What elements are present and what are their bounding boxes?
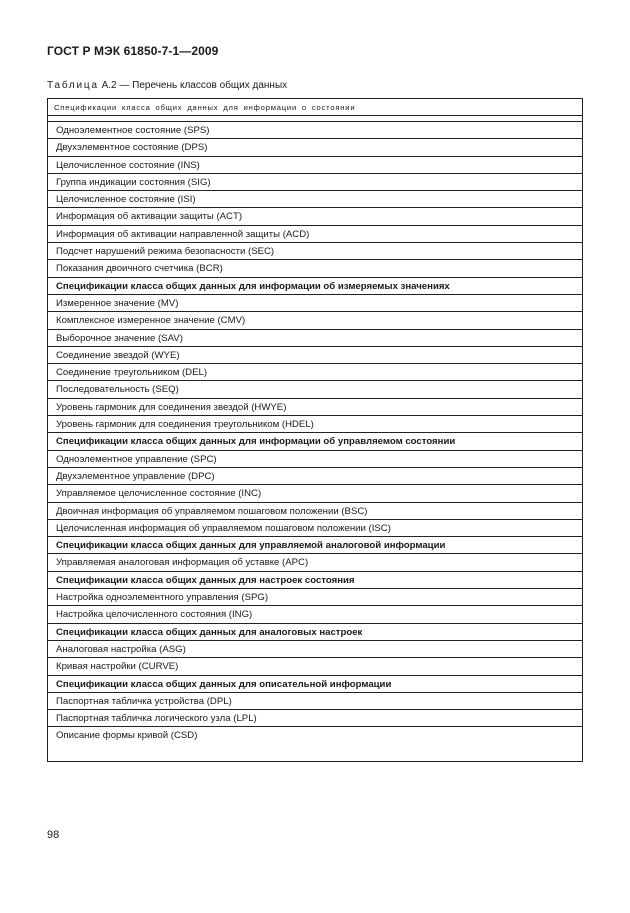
table-section-row: Спецификации класса общих данных для аналоговых настроек [48, 624, 582, 641]
table-footer-space [48, 745, 582, 761]
table-row: Двухэлементное управление (DPC) [48, 468, 582, 485]
page-number: 98 [47, 829, 60, 841]
table-row: Целочисленная информация об управляемом пошаговом положении (ISC) [48, 520, 582, 537]
table-section-row: Спецификации класса общих данных для настроек состояния [48, 572, 582, 589]
table-row: Настройка одноэлементного управления (SPG) [48, 589, 582, 606]
table-row: Информация об активации направленной защиты (ACD) [48, 226, 582, 243]
table-header-cell: Спецификации класса общих данных для информации о состоянии [48, 99, 582, 116]
table-caption-label: Таблица [47, 80, 99, 91]
table-row: Одноэлементное управление (SPC) [48, 451, 582, 468]
table-row: Измеренное значение (MV) [48, 295, 582, 312]
table-caption [47, 80, 287, 91]
table-row: Двухэлементное состояние (DPS) [48, 139, 582, 156]
table-row: Целочисленное состояние (INS) [48, 157, 582, 174]
table-caption-text: А.2 — Перечень классов общих данных [98, 80, 288, 91]
table-row: Соединение звездой (WYE) [48, 347, 582, 364]
table-row: Одноэлементное состояние (SPS) [48, 122, 582, 139]
table-row: Паспортная табличка логического узла (LPL) [48, 710, 582, 727]
table-row: Настройка целочисленного состояния (ING) [48, 606, 582, 623]
table-section-row: Спецификации класса общих данных для управляемой аналоговой информации [48, 537, 582, 554]
table-row: Соединение треугольником (DEL) [48, 364, 582, 381]
table-section-row: Спецификации класса общих данных для информации об измеряемых значениях [48, 278, 582, 295]
cdc-table [47, 98, 583, 762]
table-row: Подсчет нарушений режима безопасности (SEC) [48, 243, 582, 260]
table-row: Кривая настройки (CURVE) [48, 658, 582, 675]
table-row: Группа индикации состояния (SIG) [48, 174, 582, 191]
table-row: Уровень гармоник для соединения треугольником (HDEL) [48, 416, 582, 433]
table-body [48, 121, 582, 745]
table-row: Последовательность (SEQ) [48, 381, 582, 398]
table-row: Целочисленное состояние (ISI) [48, 191, 582, 208]
table-row: Двоичная информация об управляемом пошаговом положении (BSC) [48, 503, 582, 520]
table-row: Управляемая аналоговая информация об уставке (APC) [48, 554, 582, 571]
table-row: Паспортная табличка устройства (DPL) [48, 693, 582, 710]
table-row: Аналоговая настройка (ASG) [48, 641, 582, 658]
document-header: ГОСТ Р МЭК 61850-7-1—2009 [47, 44, 219, 58]
table-section-row: Спецификации класса общих данных для информации об управляемом состоянии [48, 433, 582, 450]
table-row: Описание формы кривой (CSD) [56, 730, 198, 742]
table-section-row: Спецификации класса общих данных для описательной информации [48, 676, 582, 693]
table-row: Уровень гармоник для соединения звездой (HWYE) [48, 399, 582, 416]
table-row: Информация об активации защиты (ACT) [48, 208, 582, 225]
table-row: Показания двоичного счетчика (BCR) [48, 260, 582, 277]
table-row: Управляемое целочисленное состояние (INC) [48, 485, 582, 502]
table-row: Комплексное измеренное значение (CMV) [48, 312, 582, 329]
table-row: Выборочное значение (SAV) [48, 330, 582, 347]
